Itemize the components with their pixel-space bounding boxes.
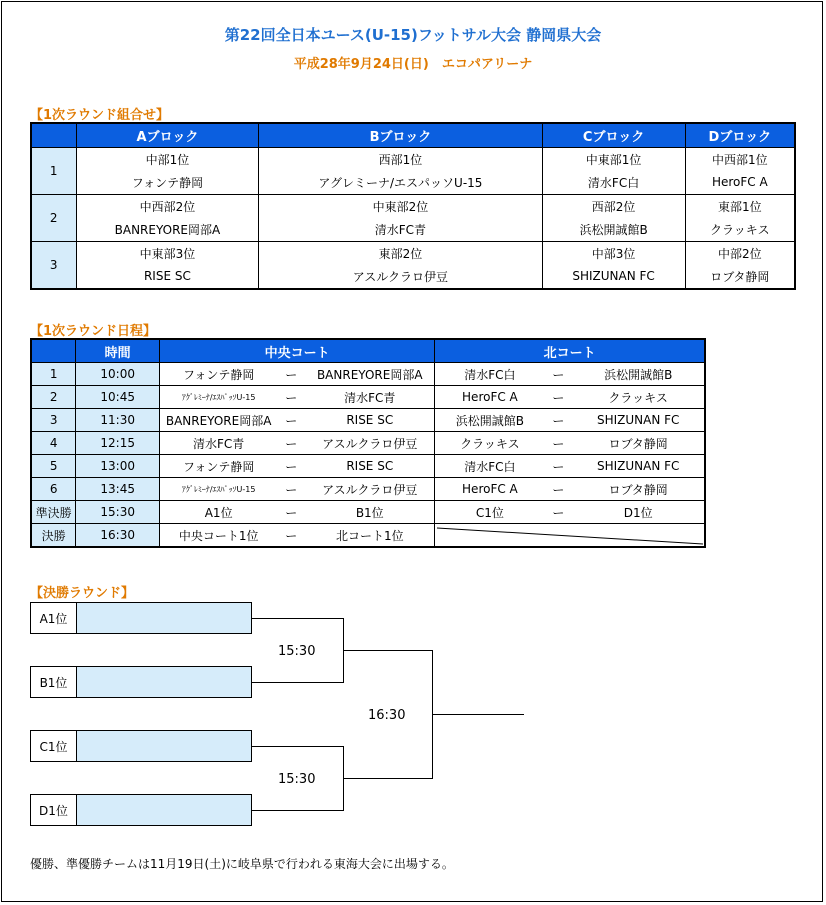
group-seed: 中東部3位 [76, 241, 259, 265]
group-seed: 中西部2位 [76, 194, 259, 218]
match-number: 3 [31, 409, 76, 432]
center-team-2: RISE SC [305, 409, 435, 432]
groups-row [31, 194, 795, 218]
center-team-2: RISE SC [305, 455, 435, 478]
match-time: 16:30 [76, 524, 160, 548]
time-header: 時間 [76, 339, 160, 363]
bracket-line [252, 746, 344, 747]
center-team-1: フォンテ静岡 [160, 363, 278, 386]
center-team-2: 清水FC青 [305, 386, 435, 409]
slot-label: A1位 [31, 603, 77, 633]
groups-row [31, 171, 795, 195]
group-row-number: 3 [31, 241, 76, 289]
schedule-row [31, 386, 705, 409]
center-team-1: 清水FC青 [160, 432, 278, 455]
group-team: HeroFC A [685, 171, 795, 195]
bracket-line [343, 778, 433, 779]
slot-team [77, 795, 251, 825]
match-number: 2 [31, 386, 76, 409]
group-team: アスルクラロ伊豆 [259, 265, 542, 289]
match-time: 13:45 [76, 478, 160, 501]
groups-row [31, 265, 795, 289]
slot-team [77, 667, 251, 697]
schedule-row [31, 409, 705, 432]
bracket-line [252, 810, 344, 811]
semifinal-time-2: 15:30 [278, 772, 316, 787]
vs-dash: ー [277, 363, 305, 386]
group-seed: 中東部2位 [259, 194, 542, 218]
north-team-1: C1位 [435, 501, 545, 524]
vs-dash: ー [277, 455, 305, 478]
vs-dash: ー [277, 524, 305, 548]
center-team-1: BANREYORE岡部A [160, 409, 278, 432]
match-number: 6 [31, 478, 76, 501]
center-team-1: ｱｸﾞﾚﾐｰﾅ/ｴｽﾊﾟｯｿU-15 [160, 386, 278, 409]
north-team-1: 清水FC白 [435, 455, 545, 478]
match-time: 10:00 [76, 363, 160, 386]
match-time: 12:15 [76, 432, 160, 455]
north-court-empty [435, 524, 705, 548]
vs-dash: ー [544, 455, 572, 478]
schedule-header-row [31, 339, 705, 363]
match-number: 5 [31, 455, 76, 478]
vs-dash: ー [277, 501, 305, 524]
vs-dash: ー [544, 409, 572, 432]
group-team: ロブタ静岡 [685, 265, 795, 289]
footnote: 優勝、準優勝チームは11月19日(土)に岐阜県で行われる東海大会に出場する。 [30, 857, 454, 871]
center-team-1: ｱｸﾞﾚﾐｰﾅ/ｴｽﾊﾟｯｿU-15 [160, 478, 278, 501]
groups-row [31, 147, 795, 171]
schedule-row [31, 501, 705, 524]
group-seed: 西部2位 [542, 194, 685, 218]
vs-dash: ー [277, 478, 305, 501]
schedule-corner [31, 339, 76, 363]
slot-label: D1位 [31, 795, 77, 825]
vs-dash: ー [277, 432, 305, 455]
vs-dash: ー [544, 363, 572, 386]
center-team-2: アスルクラロ伊豆 [305, 478, 435, 501]
group-seed: 中部3位 [542, 241, 685, 265]
group-seed: 東部2位 [259, 241, 542, 265]
groups-table [30, 122, 796, 290]
north-team-2: ロブタ静岡 [572, 478, 705, 501]
north-team-2: D1位 [572, 501, 705, 524]
group-seed: 東部1位 [685, 194, 795, 218]
bracket-slot-c1 [30, 730, 252, 762]
final-row [31, 524, 705, 548]
north-team-1: HeroFC A [435, 478, 545, 501]
vs-dash: ー [544, 478, 572, 501]
center-team-2: BANREYORE岡部A [305, 363, 435, 386]
bracket-slot-b1 [30, 666, 252, 698]
center-court-header: 中央コート [160, 339, 435, 363]
slot-team [77, 603, 251, 633]
north-team-2: 浜松開誠館B [572, 363, 705, 386]
diagonal-line [435, 524, 705, 546]
schedule-heading: 【1次ラウンド日程】 [30, 324, 157, 339]
vs-dash: ー [277, 386, 305, 409]
vs-dash: ー [277, 409, 305, 432]
bracket-slot-a1 [30, 602, 252, 634]
final-time: 16:30 [368, 708, 406, 723]
group-team: クラッキス [685, 218, 795, 242]
slot-team [77, 731, 251, 761]
north-team-2: ロブタ静岡 [572, 432, 705, 455]
page-subtitle: 平成28年9月24日(日) エコパアリーナ [293, 57, 533, 72]
group-team: フォンテ静岡 [76, 171, 259, 195]
group-row-number: 2 [31, 194, 76, 241]
center-team-2: 北コート1位 [305, 524, 435, 548]
match-time: 13:00 [76, 455, 160, 478]
bracket-slot-d1 [30, 794, 252, 826]
match-number: 準決勝 [31, 501, 76, 524]
slot-label: B1位 [31, 667, 77, 697]
schedule-row [31, 432, 705, 455]
group-header: Cブロック [542, 123, 685, 147]
north-team-2: SHIZUNAN FC [572, 409, 705, 432]
north-team-1: 清水FC白 [435, 363, 545, 386]
schedule-row [31, 455, 705, 478]
center-team-2: アスルクラロ伊豆 [305, 432, 435, 455]
group-team: SHIZUNAN FC [542, 265, 685, 289]
groups-corner [31, 123, 76, 147]
group-header: Aブロック [76, 123, 259, 147]
north-team-2: クラッキス [572, 386, 705, 409]
group-seed: 中東部1位 [542, 147, 685, 171]
north-team-2: SHIZUNAN FC [572, 455, 705, 478]
bracket-line [252, 682, 344, 683]
groups-row [31, 218, 795, 242]
group-team: 清水FC青 [259, 218, 542, 242]
center-team-1: フォンテ静岡 [160, 455, 278, 478]
group-team: アグレミーナ/エスパッソU-15 [259, 171, 542, 195]
schedule-table [30, 338, 706, 548]
page-title: 第22回全日本ユース(U-15)フットサル大会 静岡県大会 [224, 26, 602, 44]
group-team: 浜松開誠館B [542, 218, 685, 242]
match-time: 15:30 [76, 501, 160, 524]
group-row-number: 1 [31, 147, 76, 194]
group-team: 清水FC白 [542, 171, 685, 195]
match-number: 1 [31, 363, 76, 386]
north-team-1: クラッキス [435, 432, 545, 455]
group-header: Dブロック [685, 123, 795, 147]
semifinal-time-1: 15:30 [278, 644, 316, 659]
groups-heading: 【1次ラウンド組合せ】 [30, 108, 170, 123]
match-number: 決勝 [31, 524, 76, 548]
north-court-header: 北コート [435, 339, 705, 363]
match-time: 11:30 [76, 409, 160, 432]
bracket-line [252, 618, 344, 619]
center-team-1: 中央コート1位 [160, 524, 278, 548]
match-number: 4 [31, 432, 76, 455]
schedule-row [31, 478, 705, 501]
vs-dash: ー [544, 501, 572, 524]
match-time: 10:45 [76, 386, 160, 409]
groups-header-row [31, 123, 795, 147]
bracket-line [343, 650, 433, 651]
group-seed: 中部2位 [685, 241, 795, 265]
group-team: BANREYORE岡部A [76, 218, 259, 242]
center-team-1: A1位 [160, 501, 278, 524]
center-team-2: B1位 [305, 501, 435, 524]
vs-dash: ー [544, 386, 572, 409]
schedule-row [31, 363, 705, 386]
group-team: RISE SC [76, 265, 259, 289]
group-header: Bブロック [259, 123, 542, 147]
bracket-heading: 【決勝ラウンド】 [30, 586, 135, 601]
north-team-1: HeroFC A [435, 386, 545, 409]
vs-dash: ー [544, 432, 572, 455]
group-seed: 中部1位 [76, 147, 259, 171]
bracket-line [432, 714, 524, 715]
group-seed: 西部1位 [259, 147, 542, 171]
groups-row [31, 241, 795, 265]
group-seed: 中西部1位 [685, 147, 795, 171]
slot-label: C1位 [31, 731, 77, 761]
north-team-1: 浜松開誠館B [435, 409, 545, 432]
